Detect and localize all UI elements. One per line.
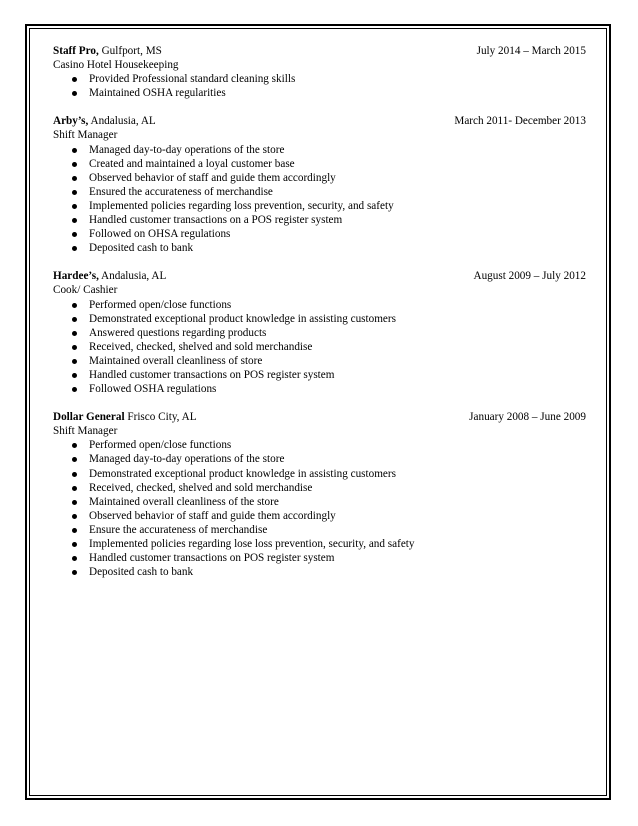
employment-dates: January 2008 – June 2009	[469, 411, 586, 424]
duties-list	[53, 438, 586, 579]
resume-experience-section	[53, 44, 586, 593]
duty-item: Managed day-to-day operations of the store	[72, 143, 586, 157]
duty-item: Followed on OHSA regulations	[72, 227, 586, 241]
employer-line	[53, 410, 197, 424]
duty-item: Deposited cash to bank	[72, 565, 586, 579]
duty-item: Maintained overall cleanliness of store	[72, 354, 586, 368]
employment-dates: March 2011- December 2013	[454, 115, 586, 128]
duty-item: Handled customer transactions on POS register system	[72, 368, 586, 382]
job-header	[53, 114, 586, 128]
job-header	[53, 269, 586, 283]
duty-item: Maintained overall cleanliness of the store	[72, 495, 586, 509]
duty-item: Implemented policies regarding lose loss prevention, security, and safety	[72, 537, 586, 551]
duty-item: Managed day-to-day operations of the store	[72, 452, 586, 466]
job-title: Cook/ Cashier	[53, 284, 118, 297]
duty-item: Followed OSHA regulations	[72, 382, 586, 396]
employment-dates: August 2009 – July 2012	[473, 270, 586, 283]
duty-item: Demonstrated exceptional product knowledge in assisting customers	[72, 467, 586, 481]
duty-item: Received, checked, shelved and sold merchandise	[72, 481, 586, 495]
company-name: Dollar General	[53, 411, 125, 424]
duty-item: Handled customer transactions on a POS register system	[72, 213, 586, 227]
duties-list	[53, 298, 586, 397]
employment-dates: July 2014 – March 2015	[476, 45, 586, 57]
employer-line	[53, 114, 156, 128]
job-header	[53, 44, 586, 58]
duty-item: Provided Professional standard cleaning skills	[72, 72, 586, 86]
company-location: Andalusia, AL	[98, 270, 167, 283]
job-entry-staff-pro	[53, 44, 586, 100]
duty-item: Observed behavior of staff and guide them accordingly	[72, 171, 586, 185]
job-entry-hardees	[53, 269, 586, 396]
duties-list	[53, 72, 586, 100]
job-entry-arbys	[53, 114, 586, 255]
employer-line	[53, 269, 166, 283]
duty-item: Performed open/close functions	[72, 438, 586, 452]
duty-item: Performed open/close functions	[72, 298, 586, 312]
duty-item: Ensure the accurateness of merchandise	[72, 523, 586, 537]
duty-item: Answered questions regarding products	[72, 326, 586, 340]
duty-item: Handled customer transactions on POS register system	[72, 551, 586, 565]
duty-item: Demonstrated exceptional product knowledge in assisting customers	[72, 312, 586, 326]
company-name: Hardee’s,	[53, 270, 99, 283]
duty-item: Maintained OSHA regularities	[72, 86, 586, 100]
company-name: Arby’s,	[53, 115, 89, 128]
duty-item: Deposited cash to bank	[72, 241, 586, 255]
duty-item: Ensured the accurateness of merchandise	[72, 185, 586, 199]
company-name: Staff Pro,	[53, 45, 99, 57]
job-title: Casino Hotel Housekeeping	[53, 59, 179, 72]
company-location: Frisco City, AL	[124, 411, 197, 424]
duties-list	[53, 143, 586, 256]
duty-item: Received, checked, shelved and sold merchandise	[72, 340, 586, 354]
duty-item: Implemented policies regarding loss prevention, security, and safety	[72, 199, 586, 213]
job-title: Shift Manager	[53, 129, 118, 142]
job-title: Shift Manager	[53, 425, 118, 438]
duty-item: Created and maintained a loyal customer base	[72, 157, 586, 171]
company-location: Gulfport, MS	[98, 45, 162, 57]
company-location: Andalusia, AL	[88, 115, 156, 128]
employer-line	[53, 44, 162, 58]
duty-item: Observed behavior of staff and guide them accordingly	[72, 509, 586, 523]
job-entry-dollar-general	[53, 410, 586, 579]
job-header	[53, 410, 586, 424]
